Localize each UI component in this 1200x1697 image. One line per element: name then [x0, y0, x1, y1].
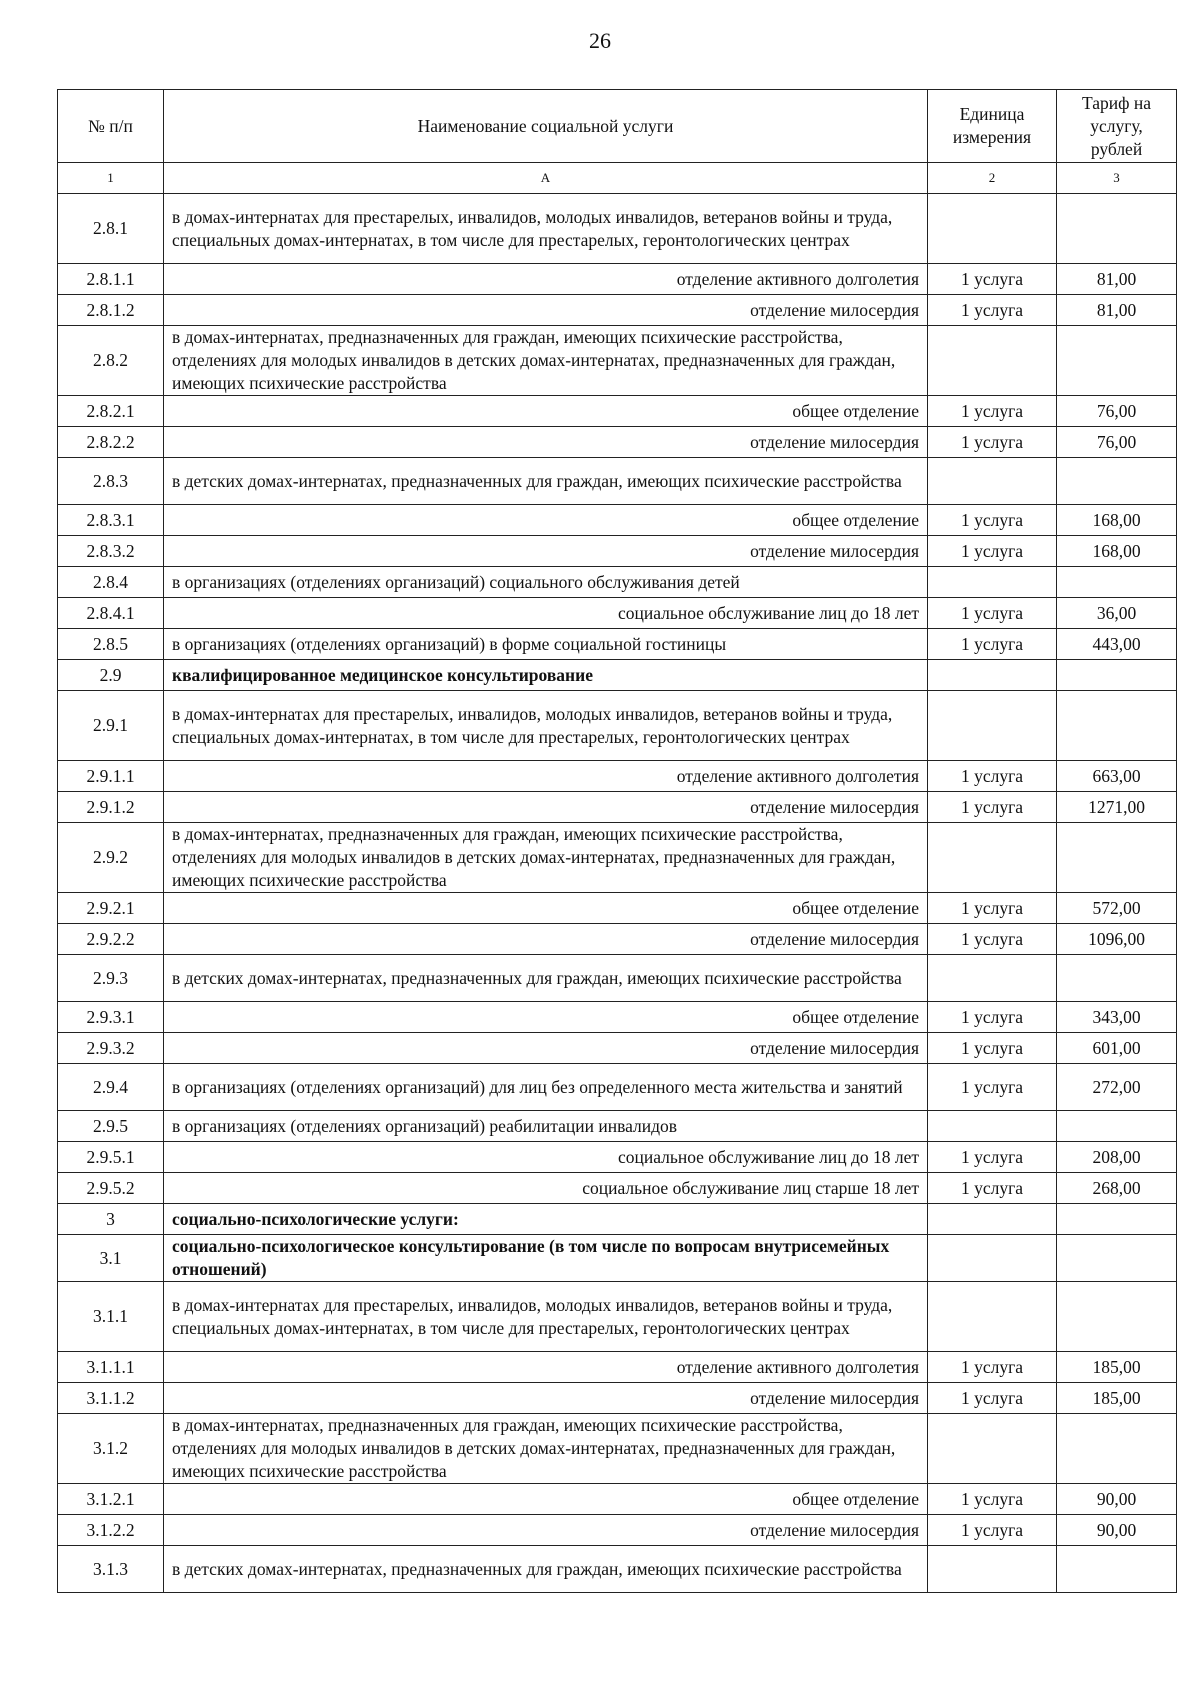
row-service-name: в детских домах-интернатах, предназначенных для граждан, имеющих психические расстройства — [164, 458, 928, 505]
row-unit — [928, 567, 1057, 598]
table-row — [58, 1142, 1177, 1173]
row-unit — [928, 1282, 1057, 1352]
row-unit: 1 услуга — [928, 1064, 1057, 1111]
row-service-name: в домах-интернатах, предназначенных для граждан, имеющих психические расстройства, отделениях для молодых инвалидов в детских домах-интернатах, предназначенных для граждан, имеющих психические расстройства — [164, 326, 928, 396]
header-unit: Единица измерения — [928, 90, 1057, 163]
row-tariff: 36,00 — [1057, 598, 1177, 629]
row-service-name: общее отделение — [164, 505, 928, 536]
row-number: 2.8.3.1 — [58, 505, 164, 536]
row-tariff: 90,00 — [1057, 1484, 1177, 1515]
row-number: 2.8.1.2 — [58, 295, 164, 326]
row-service-name: социальное обслуживание лиц до 18 лет — [164, 598, 928, 629]
row-tariff: 90,00 — [1057, 1515, 1177, 1546]
row-unit: 1 услуга — [928, 893, 1057, 924]
row-unit: 1 услуга — [928, 761, 1057, 792]
row-service-name: общее отделение — [164, 396, 928, 427]
row-service-name: отделение милосердия — [164, 536, 928, 567]
table-row — [58, 955, 1177, 1002]
row-service-name: отделение милосердия — [164, 1515, 928, 1546]
row-unit: 1 услуга — [928, 598, 1057, 629]
table-row — [58, 1033, 1177, 1064]
row-unit: 1 услуга — [928, 792, 1057, 823]
row-tariff — [1057, 1204, 1177, 1235]
row-number: 2.8.2 — [58, 326, 164, 396]
row-unit — [928, 1204, 1057, 1235]
table-row — [58, 536, 1177, 567]
table-row — [58, 567, 1177, 598]
row-service-name: отделение милосердия — [164, 792, 928, 823]
row-unit: 1 услуга — [928, 427, 1057, 458]
row-tariff: 1096,00 — [1057, 924, 1177, 955]
table-row — [58, 1414, 1177, 1484]
table-row — [58, 1352, 1177, 1383]
tariff-table — [57, 89, 1177, 1593]
row-service-name: в организациях (отделениях организаций) реабилитации инвалидов — [164, 1111, 928, 1142]
row-number: 3.1.1.2 — [58, 1383, 164, 1414]
row-tariff — [1057, 1282, 1177, 1352]
table-row — [58, 1515, 1177, 1546]
row-tariff: 185,00 — [1057, 1383, 1177, 1414]
table-row — [58, 893, 1177, 924]
row-service-name: общее отделение — [164, 893, 928, 924]
row-service-name: отделение активного долголетия — [164, 264, 928, 295]
row-tariff — [1057, 1235, 1177, 1282]
row-service-name: в организациях (отделениях организаций) для лиц без определенного места жительства и занятий — [164, 1064, 928, 1111]
row-number: 2.9.3 — [58, 955, 164, 1002]
row-unit: 1 услуга — [928, 1173, 1057, 1204]
table-row — [58, 1111, 1177, 1142]
table-row — [58, 761, 1177, 792]
row-service-name: общее отделение — [164, 1002, 928, 1033]
row-number: 2.8.1.1 — [58, 264, 164, 295]
row-number: 2.9.2.2 — [58, 924, 164, 955]
row-tariff: 168,00 — [1057, 536, 1177, 567]
table-row — [58, 691, 1177, 761]
row-number: 2.9 — [58, 660, 164, 691]
column-index: 1 — [58, 163, 164, 194]
row-tariff — [1057, 458, 1177, 505]
row-service-name: в домах-интернатах для престарелых, инвалидов, молодых инвалидов, ветеранов войны и труда, специальных домах-интернатах, в том числе для престарелых, геронтологических центрах — [164, 194, 928, 264]
table-row — [58, 396, 1177, 427]
row-number: 2.9.3.1 — [58, 1002, 164, 1033]
row-tariff: 185,00 — [1057, 1352, 1177, 1383]
row-tariff: 601,00 — [1057, 1033, 1177, 1064]
row-unit — [928, 194, 1057, 264]
row-service-name: отделение милосердия — [164, 1383, 928, 1414]
row-number: 3 — [58, 1204, 164, 1235]
row-service-name: в домах-интернатах, предназначенных для граждан, имеющих психические расстройства, отделениях для молодых инвалидов в детских домах-интернатах, предназначенных для граждан, имеющих психические расстройства — [164, 1414, 928, 1484]
row-tariff — [1057, 567, 1177, 598]
row-number: 2.8.4 — [58, 567, 164, 598]
row-number: 3.1.1.1 — [58, 1352, 164, 1383]
row-unit — [928, 1546, 1057, 1593]
row-tariff — [1057, 194, 1177, 264]
table-row — [58, 1282, 1177, 1352]
row-number: 2.9.1.1 — [58, 761, 164, 792]
row-number: 3.1.3 — [58, 1546, 164, 1593]
row-unit: 1 услуга — [928, 924, 1057, 955]
row-number: 2.9.4 — [58, 1064, 164, 1111]
table-row — [58, 264, 1177, 295]
row-number: 2.9.5 — [58, 1111, 164, 1142]
row-tariff: 663,00 — [1057, 761, 1177, 792]
header-name: Наименование социальной услуги — [164, 90, 928, 163]
row-service-name: отделение милосердия — [164, 924, 928, 955]
row-number: 2.9.3.2 — [58, 1033, 164, 1064]
table-row — [58, 427, 1177, 458]
table-row — [58, 660, 1177, 691]
row-unit — [928, 1414, 1057, 1484]
row-number: 2.8.5 — [58, 629, 164, 660]
row-unit — [928, 691, 1057, 761]
table-row — [58, 458, 1177, 505]
row-service-name: в детских домах-интернатах, предназначенных для граждан, имеющих психические расстройства — [164, 955, 928, 1002]
row-unit: 1 услуга — [928, 1515, 1057, 1546]
row-tariff — [1057, 1414, 1177, 1484]
row-unit: 1 услуга — [928, 295, 1057, 326]
row-number: 2.8.1 — [58, 194, 164, 264]
row-tariff: 81,00 — [1057, 295, 1177, 326]
row-number: 3.1.2.2 — [58, 1515, 164, 1546]
row-number: 2.9.1.2 — [58, 792, 164, 823]
row-number: 2.8.3 — [58, 458, 164, 505]
table-row — [58, 1235, 1177, 1282]
row-service-name: квалифицированное медицинское консультирование — [164, 660, 928, 691]
table-row — [58, 194, 1177, 264]
row-tariff: 343,00 — [1057, 1002, 1177, 1033]
row-unit: 1 услуга — [928, 396, 1057, 427]
row-tariff: 443,00 — [1057, 629, 1177, 660]
row-number: 3.1.1 — [58, 1282, 164, 1352]
row-number: 2.9.5.1 — [58, 1142, 164, 1173]
table-row — [58, 924, 1177, 955]
row-service-name: социально-психологическое консультирование (в том числе по вопросам внутрисемейных отношений) — [164, 1235, 928, 1282]
row-unit: 1 услуга — [928, 1002, 1057, 1033]
row-tariff: 572,00 — [1057, 893, 1177, 924]
row-unit: 1 услуга — [928, 536, 1057, 567]
table-row — [58, 1383, 1177, 1414]
row-unit — [928, 1235, 1057, 1282]
row-unit — [928, 326, 1057, 396]
header-tariff: Тариф на услугу, рублей — [1057, 90, 1177, 163]
row-number: 2.9.2.1 — [58, 893, 164, 924]
row-service-name: в организациях (отделениях организаций) в форме социальной гостиницы — [164, 629, 928, 660]
column-index: А — [164, 163, 928, 194]
row-tariff — [1057, 660, 1177, 691]
row-number: 2.9.2 — [58, 823, 164, 893]
table-row — [58, 505, 1177, 536]
row-service-name: в детских домах-интернатах, предназначенных для граждан, имеющих психические расстройства — [164, 1546, 928, 1593]
row-number: 2.8.2.2 — [58, 427, 164, 458]
column-index-row — [58, 163, 1177, 194]
row-unit: 1 услуга — [928, 505, 1057, 536]
table-row — [58, 823, 1177, 893]
row-service-name: отделение милосердия — [164, 1033, 928, 1064]
row-tariff: 81,00 — [1057, 264, 1177, 295]
row-tariff: 268,00 — [1057, 1173, 1177, 1204]
row-tariff: 1271,00 — [1057, 792, 1177, 823]
row-unit: 1 услуга — [928, 629, 1057, 660]
row-unit — [928, 660, 1057, 691]
table-row — [58, 1484, 1177, 1515]
row-tariff — [1057, 1546, 1177, 1593]
row-unit — [928, 458, 1057, 505]
header-row — [58, 90, 1177, 163]
page-number: 26 — [589, 28, 611, 53]
row-service-name: в домах-интернатах для престарелых, инвалидов, молодых инвалидов, ветеранов войны и труда, специальных домах-интернатах, в том числе для престарелых, геронтологических центрах — [164, 691, 928, 761]
row-service-name: социальное обслуживание лиц до 18 лет — [164, 1142, 928, 1173]
row-number: 2.9.5.2 — [58, 1173, 164, 1204]
row-service-name: социальное обслуживание лиц старше 18 лет — [164, 1173, 928, 1204]
row-tariff: 168,00 — [1057, 505, 1177, 536]
row-tariff: 208,00 — [1057, 1142, 1177, 1173]
table-body — [58, 194, 1177, 1593]
table-row — [58, 1064, 1177, 1111]
row-tariff: 272,00 — [1057, 1064, 1177, 1111]
row-number: 2.8.4.1 — [58, 598, 164, 629]
row-service-name: в домах-интернатах для престарелых, инвалидов, молодых инвалидов, ветеранов войны и труда, специальных домах-интернатах, в том числе для престарелых, геронтологических центрах — [164, 1282, 928, 1352]
row-unit — [928, 955, 1057, 1002]
table-row — [58, 792, 1177, 823]
row-tariff: 76,00 — [1057, 427, 1177, 458]
row-unit — [928, 1111, 1057, 1142]
row-service-name: в организациях (отделениях организаций) социального обслуживания детей — [164, 567, 928, 598]
row-tariff — [1057, 326, 1177, 396]
table-row — [58, 1546, 1177, 1593]
row-number: 3.1 — [58, 1235, 164, 1282]
row-service-name: отделение активного долголетия — [164, 761, 928, 792]
table-row — [58, 326, 1177, 396]
row-service-name: отделение активного долголетия — [164, 1352, 928, 1383]
row-unit: 1 услуга — [928, 1033, 1057, 1064]
row-tariff: 76,00 — [1057, 396, 1177, 427]
row-number: 3.1.2.1 — [58, 1484, 164, 1515]
row-unit: 1 услуга — [928, 1352, 1057, 1383]
table-row — [58, 1204, 1177, 1235]
row-unit: 1 услуга — [928, 264, 1057, 295]
column-index: 2 — [928, 163, 1057, 194]
header-num: № п/п — [58, 90, 164, 163]
row-service-name: отделение милосердия — [164, 427, 928, 458]
row-service-name: отделение милосердия — [164, 295, 928, 326]
row-tariff — [1057, 1111, 1177, 1142]
row-number: 3.1.2 — [58, 1414, 164, 1484]
table-row — [58, 1002, 1177, 1033]
row-unit: 1 услуга — [928, 1383, 1057, 1414]
row-number: 2.8.2.1 — [58, 396, 164, 427]
table-row — [58, 295, 1177, 326]
column-index: 3 — [1057, 163, 1177, 194]
row-unit — [928, 823, 1057, 893]
row-number: 2.9.1 — [58, 691, 164, 761]
table-row — [58, 629, 1177, 660]
row-tariff — [1057, 691, 1177, 761]
row-service-name: в домах-интернатах, предназначенных для граждан, имеющих психические расстройства, отделениях для молодых инвалидов в детских домах-интернатах, предназначенных для граждан, имеющих психические расстройства — [164, 823, 928, 893]
table-row — [58, 598, 1177, 629]
row-tariff — [1057, 823, 1177, 893]
row-tariff — [1057, 955, 1177, 1002]
row-service-name: социально-психологические услуги: — [164, 1204, 928, 1235]
row-number: 2.8.3.2 — [58, 536, 164, 567]
row-service-name: общее отделение — [164, 1484, 928, 1515]
row-unit: 1 услуга — [928, 1484, 1057, 1515]
table-row — [58, 1173, 1177, 1204]
row-unit: 1 услуга — [928, 1142, 1057, 1173]
